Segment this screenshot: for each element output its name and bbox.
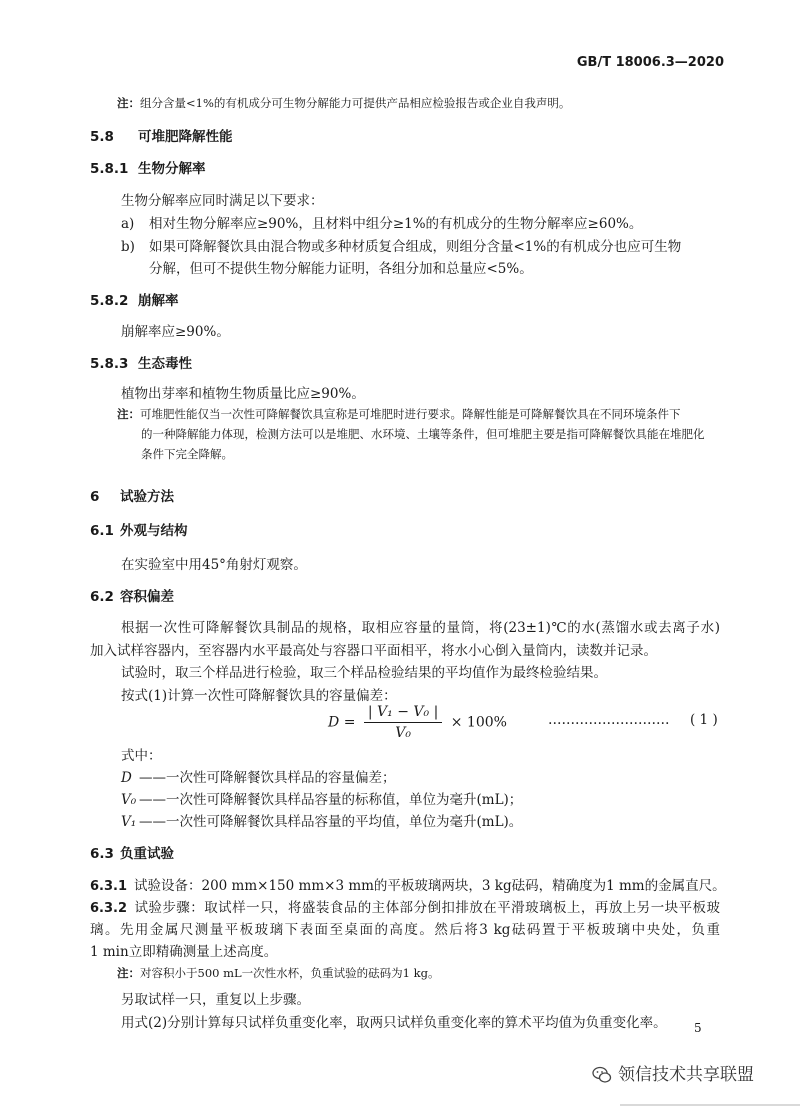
section-heading-6-2 (90, 585, 174, 605)
formula-eq: = (343, 714, 356, 731)
clause-number: 6.3.2 (90, 901, 128, 916)
section-number: 5.8.3 (90, 356, 129, 372)
note-cont: 条件下完全降解。 (141, 447, 233, 461)
symbol: V₁ (121, 814, 137, 830)
definition-item (121, 766, 396, 786)
note-text: 可堆肥性能仅当一次性可降解餐饮具宣称是可堆肥时进行要求。降解性能是可降解餐饮具在不同环境条件下 (140, 407, 681, 421)
list-text: 如果可降解餐饮具由混合物或多种材质复合组成，则组分含量<1%的有机成分也应可生物 (149, 239, 682, 255)
paragraph: 崩解率应≥90%。 (121, 324, 230, 340)
section-number: 6 (90, 489, 100, 505)
section-title: 外观与结构 (120, 523, 188, 539)
symbol: V₀ (121, 792, 137, 808)
note (117, 406, 681, 422)
list-item-b (121, 235, 681, 255)
section-heading-6 (90, 485, 174, 505)
section-number: 5.8.2 (90, 293, 129, 309)
note (117, 965, 439, 981)
section-title: 试验方法 (120, 489, 174, 505)
section-number: 6.3 (90, 846, 114, 862)
clause-text-cont: 1 min立即精确测量上述高度。 (90, 944, 278, 960)
list-text: 相对生物分解率应≥90%，且材料中组分≥1%的有机成分的生物分解率应≥60%。 (149, 216, 643, 232)
paragraph: 另取试样一只，重复以上步骤。 (121, 992, 310, 1008)
formula-1 (328, 704, 507, 741)
section-heading-5-8-3 (90, 352, 192, 372)
note-top (117, 95, 570, 111)
list-item-b-cont: 分解，但可不提供生物分解能力证明，各组分加和总量应<5%。 (149, 261, 533, 277)
clause-number: 6.3.1 (90, 879, 128, 894)
paragraph: 在实验室中用45°角射灯观察。 (121, 557, 307, 573)
section-heading-5-8 (90, 125, 233, 145)
clause-text-cont: 璃。先用金属尺测量平板玻璃下表面至桌面的高度。然后将3 kg砝码置于平板玻璃中央处，负重 (90, 922, 720, 938)
clause-6-3-1 (90, 874, 726, 894)
section-title: 生态毒性 (138, 356, 192, 372)
list-item-a (121, 212, 642, 232)
paragraph-cont: 加入试样容器内，至容器内水平最高处与容器口平面相平，将水小心倒入量筒内，读数并记录。 (90, 643, 657, 659)
definition-text: ——一次性可降解餐饮具样品容量的平均值，单位为毫升(mL)。 (139, 814, 523, 830)
section-title: 负重试验 (120, 846, 174, 862)
section-title: 可堆肥降解性能 (138, 129, 233, 145)
note-text: 组分含量<1%的有机成分可生物分解能力可提供产品相应检验报告或企业自我声明。 (140, 96, 571, 110)
note-text: 对容积小于500 mL一次性水杯，负重试验的砝码为1 kg。 (140, 966, 440, 980)
formula-denominator: V₀ (395, 725, 411, 741)
definition-item (121, 788, 522, 808)
watermark (592, 1060, 754, 1085)
section-heading-5-8-1 (90, 157, 206, 177)
definition-text: ——一次性可降解餐饮具样品容量的标称值，单位为毫升(mL)； (139, 792, 523, 808)
section-title: 生物分解率 (138, 161, 206, 177)
note-label: 注： (117, 96, 140, 110)
definition-item (121, 810, 522, 830)
formula-number: ( 1 ) (690, 712, 718, 728)
formula-fraction (364, 704, 442, 741)
section-number: 6.1 (90, 523, 114, 539)
note-cont: 的一种降解能力体现，检测方法可以是堆肥、水环境、土壤等条件，但可堆肥主要是指可降解餐饮具能在堆肥化 (141, 427, 705, 441)
wechat-icon (592, 1065, 612, 1085)
clause-text: 试验设备：200 mm×150 mm×3 mm的平板玻璃两块，3 kg砝码，精确度为1 mm的金属直尺。 (134, 878, 726, 894)
watermark-text: 领信技术共享联盟 (618, 1065, 754, 1085)
section-number: 5.8 (90, 129, 114, 145)
section-heading-6-3 (90, 842, 174, 862)
paragraph: 按式(1)计算一次性可降解餐饮具的容量偏差： (121, 688, 397, 704)
formula-numerator: | V₁ − V₀ | (364, 704, 442, 723)
page-number: 5 (694, 1021, 702, 1035)
list-label: a) (121, 216, 135, 232)
paragraph: 生物分解率应同时满足以下要求： (121, 193, 324, 209)
paragraph: 用式(2)分别计算每只试样负重变化率，取两只试样负重变化率的算术平均值为负重变化率。 (121, 1015, 667, 1031)
paragraph: 试验时，取三个样品进行检验，取三个样品检验结果的平均值作为最终检验结果。 (121, 665, 607, 681)
section-heading-6-1 (90, 519, 188, 539)
divider (620, 1104, 800, 1106)
definition-text: ——一次性可降解餐饮具样品的容量偏差； (139, 770, 396, 786)
note-label: 注： (117, 407, 140, 421)
section-title: 崩解率 (138, 293, 179, 309)
note-label: 注： (117, 966, 140, 980)
paragraph: 植物出芽率和植物生物质量比应≥90%。 (121, 386, 365, 402)
list-label: b) (121, 239, 135, 255)
symbol: D (121, 770, 132, 786)
formula-dots: ……………………… (548, 712, 670, 728)
formula-lhs: D (328, 714, 340, 731)
standard-id: GB/T 18006.3—2020 (576, 55, 724, 70)
where-label: 式中： (121, 748, 162, 764)
section-heading-5-8-2 (90, 289, 179, 309)
section-title: 容积偏差 (120, 589, 174, 605)
paragraph: 根据一次性可降解餐饮具制品的规格，取相应容量的量筒，将(23±1)℃的水(蒸馏水或去离子水) (121, 620, 720, 636)
section-number: 5.8.1 (90, 161, 129, 177)
clause-text: 试验步骤：取试样一只，将盛装食品的主体部分倒扣排放在平滑玻璃板上，再放上另一块平板玻 (134, 900, 720, 916)
section-number: 6.2 (90, 589, 114, 605)
formula-times: × 100% (450, 714, 507, 731)
clause-6-3-2 (90, 896, 720, 916)
